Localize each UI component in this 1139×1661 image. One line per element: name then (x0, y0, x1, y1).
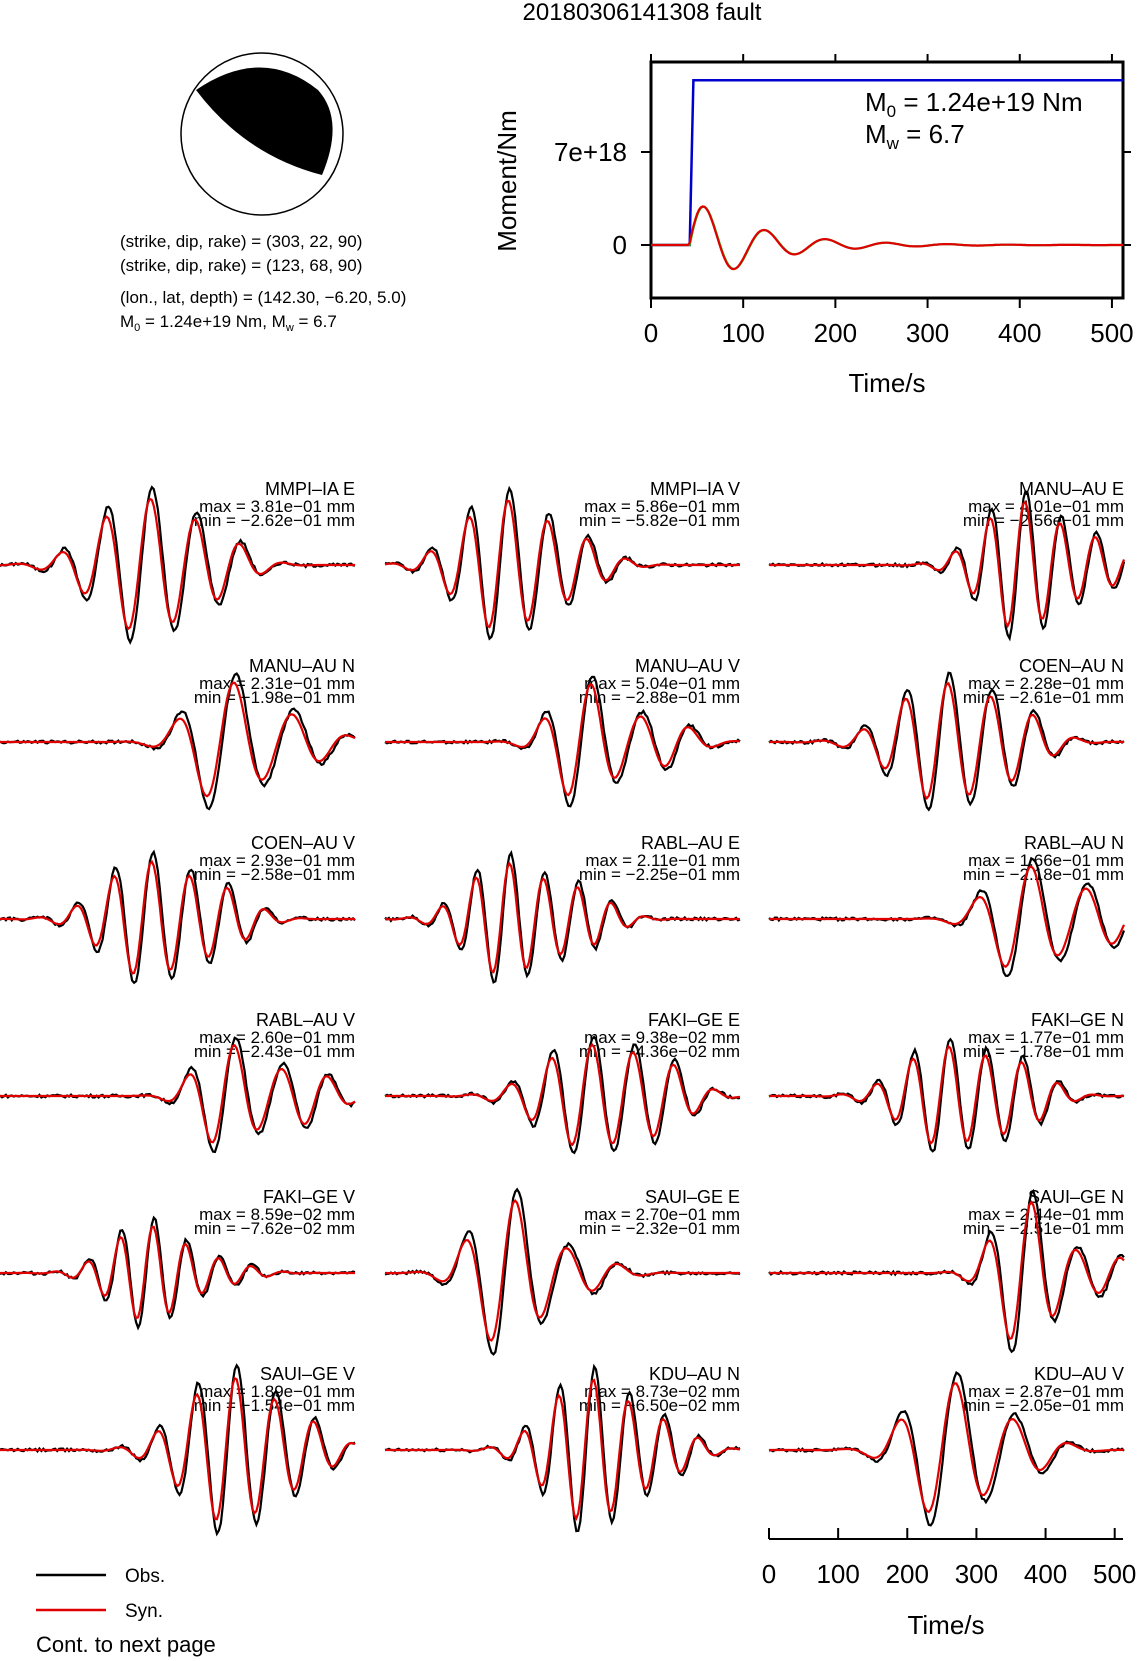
station-min: min = −2.05e−01 mm (962, 1396, 1124, 1415)
waveform-panel (769, 1010, 1124, 1151)
station-min: min = −2.18e−01 mm (962, 865, 1124, 884)
station-label: MMPI–IA E (264, 479, 355, 499)
station-label: FAKI–GE E (647, 1010, 740, 1030)
moment-magnitude-line: $M_0 = 1.24e+19$ Nm, $M_w = 6.7$ (120, 312, 337, 334)
moment-plot-xlabel: Time/s (848, 368, 926, 398)
station-min: min = −2.88e−01 mm (578, 688, 740, 707)
moment-xtick-label: 0 (643, 318, 659, 348)
station-label: RABL–AU E (640, 833, 740, 853)
station-label: KDU–AU N (648, 1364, 740, 1384)
moment-ytick-label: 0 (612, 230, 627, 260)
bottom-xtick-label: 200 (885, 1559, 929, 1589)
station-max: max = 1.77e−01 mm (968, 1028, 1124, 1047)
bottom-axis-ticks (762, 1528, 1137, 1589)
bottom-xtick-label: 0 (761, 1559, 777, 1589)
station-max: max = 2.70e−01 mm (584, 1205, 740, 1224)
waveform-panel (769, 833, 1124, 976)
station-max: max = 2.87e−01 mm (968, 1382, 1124, 1401)
station-max: max = 3.81e−01 mm (199, 497, 355, 516)
bottom-xtick-label: 500 (1093, 1559, 1137, 1589)
continuation-note: Cont. to next page (36, 1632, 216, 1657)
waveform-panel (385, 479, 740, 639)
station-min: min = −2.58e−01 mm (193, 865, 355, 884)
station-min: min = −2.51e−01 mm (962, 1219, 1124, 1238)
station-min: min = −2.43e−01 mm (193, 1042, 355, 1061)
station-max: max = 2.93e−01 mm (199, 851, 355, 870)
station-label: RABL–AU N (1023, 833, 1124, 853)
waveform-panel (385, 656, 740, 806)
station-max: max = 2.31e−01 mm (199, 674, 355, 693)
moment-xtick-label: 200 (813, 318, 858, 348)
legend-syn-label: Syn. (125, 1601, 164, 1622)
station-label: MANU–AU E (1018, 479, 1124, 499)
focal-mechanism-beachball (181, 53, 343, 215)
station-max: max = 8.59e−02 mm (199, 1205, 355, 1224)
waveform-panel (0, 1187, 355, 1328)
station-min: min = −1.98e−01 mm (193, 688, 355, 707)
station-max: max = 2.28e−01 mm (968, 674, 1124, 693)
station-label: SAUI–GE E (644, 1187, 740, 1207)
moment-ytick-label: 7e+18 (553, 137, 627, 167)
station-label: COEN–AU V (250, 833, 355, 853)
station-min: min = −5.82e−01 mm (578, 511, 740, 530)
station-label: RABL–AU V (255, 1010, 355, 1030)
legend (36, 1566, 165, 1622)
waveform-panel (769, 479, 1124, 638)
station-min: min = −1.54e−01 mm (193, 1396, 355, 1415)
station-max: max = 4.01e−01 mm (968, 497, 1124, 516)
waveform-panel (0, 479, 355, 642)
station-min: min = −1.78e−01 mm (962, 1042, 1124, 1061)
station-label: SAUI–GE N (1027, 1187, 1124, 1207)
station-label: MANU–AU V (634, 656, 740, 676)
station-label: COEN–AU N (1018, 656, 1124, 676)
station-min: min = −6.50e−02 mm (578, 1396, 740, 1415)
waveform-panel (0, 833, 355, 983)
moment-rate-red-trace (651, 206, 1123, 269)
waveform-grid (0, 479, 1124, 1534)
station-max: max = 1.89e−01 mm (199, 1382, 355, 1401)
bottom-xtick-label: 400 (1023, 1559, 1068, 1589)
station-min: min = −7.62e−02 mm (193, 1219, 355, 1238)
station-min: min = −2.25e−01 mm (578, 865, 740, 884)
station-label: MANU–AU N (248, 656, 355, 676)
station-max: max = 5.86e−01 mm (584, 497, 740, 516)
station-min: min = −2.32e−01 mm (578, 1219, 740, 1238)
moment-plot-ylabel: Moment/Nm (492, 110, 522, 252)
moment-xtick-label: 500 (1090, 318, 1134, 348)
bottom-time-axis (762, 1528, 1137, 1640)
moment-rate-green-trace (651, 207, 1123, 269)
m0-annotation: $M_0 = 1.24e+19$ Nm (865, 87, 1083, 121)
station-max: max = 8.73e−02 mm (584, 1382, 740, 1401)
station-min: min = −4.36e−02 mm (578, 1042, 740, 1061)
station-label: MMPI–IA V (649, 479, 740, 499)
waveform-panel (769, 656, 1124, 810)
station-max: max = 1.66e−01 mm (968, 851, 1124, 870)
synthetic-trace (769, 1047, 1124, 1144)
waveform-panel (385, 833, 740, 982)
figure-title: 20180306141308 fault (522, 0, 762, 26)
bottom-axis-xlabel: Time/s (907, 1610, 985, 1640)
station-min: min = −2.56e−01 mm (962, 511, 1124, 530)
synthetic-trace (0, 1227, 355, 1318)
station-max: max = 5.04e−01 mm (584, 674, 740, 693)
waveform-panel (0, 1364, 355, 1534)
moment-xtick-label: 400 (998, 318, 1042, 348)
station-max: max = 2.60e−01 mm (199, 1028, 355, 1047)
moment-xtick-label: 300 (905, 318, 950, 348)
waveform-panel (769, 1187, 1124, 1352)
station-label: FAKI–GE N (1030, 1010, 1124, 1030)
waveform-panel (0, 1010, 355, 1152)
station-label: KDU–AU V (1033, 1364, 1124, 1384)
station-min: min = −2.62e−01 mm (193, 511, 355, 530)
bottom-xtick-label: 100 (816, 1559, 860, 1589)
legend-obs-label: Obs. (125, 1566, 166, 1587)
waveform-panel (385, 1010, 740, 1153)
station-label: SAUI–GE V (259, 1364, 355, 1384)
moment-rate-plot (492, 54, 1134, 398)
moment-xtick-label: 100 (721, 318, 765, 348)
bottom-xtick-label: 300 (954, 1559, 999, 1589)
location-line: (lon., lat, depth) = (142.30, −6.20, 5.0) (120, 288, 407, 307)
strike-dip-rake-1: (strike, dip, rake) = (303, 22, 90) (120, 232, 363, 251)
mw-annotation: $M_w = 6.7$ (865, 119, 965, 153)
station-max: max = 2.11e−01 mm (585, 851, 740, 870)
station-label: FAKI–GE V (262, 1187, 355, 1207)
station-min: min = −2.61e−01 mm (962, 688, 1124, 707)
mechanism-info (120, 232, 406, 334)
waveform-panel (0, 656, 355, 809)
waveform-panel (385, 1187, 740, 1354)
station-max: max = 2.44e−01 mm (968, 1205, 1124, 1224)
waveform-panel (769, 1364, 1124, 1525)
station-max: max = 9.38e−02 mm (584, 1028, 740, 1047)
strike-dip-rake-2: (strike, dip, rake) = (123, 68, 90) (120, 256, 363, 275)
waveform-panel (385, 1364, 740, 1531)
